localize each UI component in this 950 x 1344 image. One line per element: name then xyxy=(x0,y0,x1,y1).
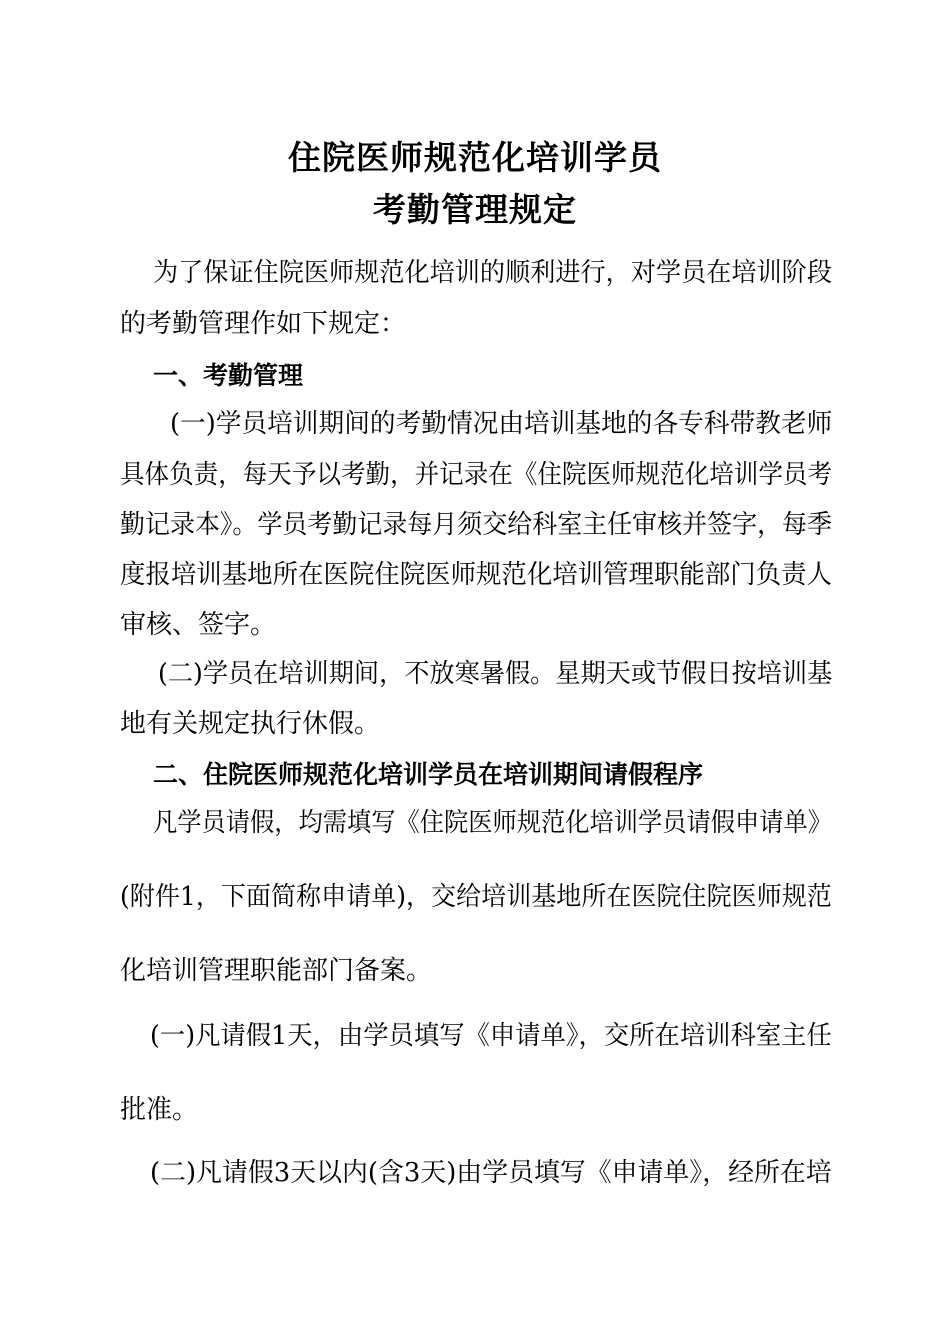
section2-intro-line-1: 凡学员请假，均需填写《住院医师规范化培训学员请假申请单》 xyxy=(153,808,833,838)
section1-item1-line-3: 勤记录本》。学员考勤记录每月须交给科室主任审核并签字，每季 xyxy=(120,510,833,540)
section1-item1-line-5: 审核、签字。 xyxy=(120,610,277,640)
section2-intro-line-2: (附件1，下面简称申请单)，交给培训基地所在医院住院医师规范 xyxy=(120,882,832,912)
document-title-line1: 住院医师规范化培训学员 xyxy=(288,138,662,177)
section1-item1-line-1: (一)学员培训期间的考勤情况由培训基地的各专科带教老师 xyxy=(170,409,833,439)
intro-line-2: 的考勤管理作如下规定： xyxy=(120,309,407,339)
section2-intro-line-3: 化培训管理职能部门备案。 xyxy=(120,956,433,986)
section1-item1-line-2: 具体负责，每天予以考勤，并记录在《住院医师规范化培训学员考 xyxy=(120,460,833,490)
section2-item2-line-1: (二)凡请假3天以内(含3天)由学员填写《申请单》，经所在培 xyxy=(150,1158,832,1188)
section1-item2-line-2: 地有关规定执行休假。 xyxy=(120,709,381,739)
section1-heading: 一、考勤管理 xyxy=(153,361,304,390)
section2-item1-line-1: (一)凡请假1天，由学员填写《申请单》，交所在培训科室主任 xyxy=(150,1021,832,1051)
intro-line-1: 为了保证住院医师规范化培训的顺利进行，对学员在培训阶段 xyxy=(153,258,832,288)
section1-item2-line-1: (二)学员在培训期间，不放寒暑假。星期天或节假日按培训基 xyxy=(158,659,833,689)
section2-heading: 二、住院医师规范化培训学员在培训期间请假程序 xyxy=(153,760,704,789)
section1-item1-line-4: 度报培训基地所在医院住院医师规范化培训管理职能部门负责人 xyxy=(120,560,832,590)
document-title-line2: 考勤管理规定 xyxy=(373,190,577,229)
section2-item1-line-2: 批准。 xyxy=(120,1095,199,1125)
